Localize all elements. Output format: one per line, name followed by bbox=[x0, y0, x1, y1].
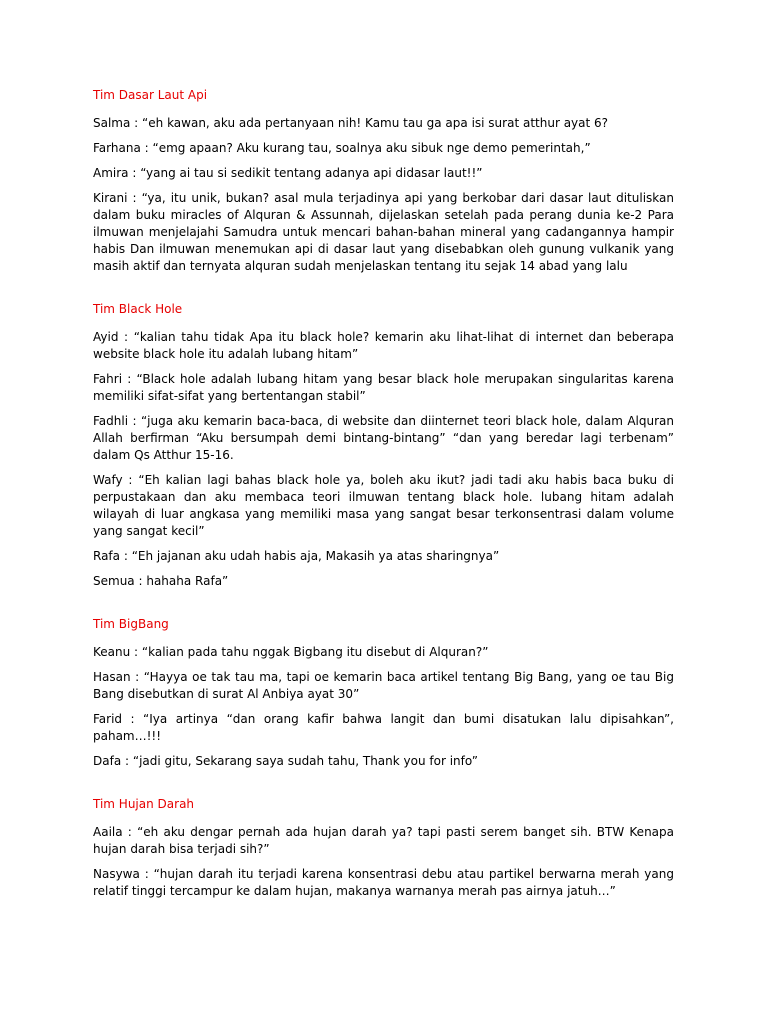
dialogue-text: “ya, itu unik, bukan? asal mula terjadinya api yang berkobar dari dasar laut dituliskan dalam buku miracles of Alquran & Assunnah, dijelaskan setelah pada perang dunia ke-2 Para ilmuwan menjelajahi Samudra untuk mencari bahan-bahan mineral yang cadangannya hampir habis Dan ilmuwan menemukan api di dasar laut yang disebabkan oleh gunung vulkanik yang masih aktif dan ternyata alquran sudah menjelaskan tentang itu sejak 14 abad yang lalu bbox=[93, 191, 674, 273]
dialogue-line bbox=[93, 824, 674, 858]
section-title: Tim Dasar Laut Api bbox=[93, 88, 208, 102]
speaker-name: Amira : bbox=[93, 166, 137, 180]
dialogue-line bbox=[93, 329, 674, 363]
speaker-name: Salma : bbox=[93, 116, 139, 130]
dialogue-line bbox=[93, 165, 674, 182]
dialogue-line bbox=[93, 413, 674, 464]
dialogue-text: “emg apaan? Aku kurang tau, soalnya aku sibuk nge demo pemerintah,” bbox=[152, 141, 591, 155]
dialogue-text: “jadi gitu, Sekarang saya sudah tahu, Thank you for info” bbox=[132, 754, 478, 768]
speaker-name: Wafy : bbox=[93, 473, 133, 487]
dialogue-text: “kalian pada tahu nggak Bigbang itu disebut di Alquran?” bbox=[141, 645, 489, 659]
dialogue-line bbox=[93, 644, 674, 661]
dialogue-line bbox=[93, 753, 674, 770]
dialogue-line bbox=[93, 115, 674, 132]
dialogue-text: “yang ai tau si sedikit tentang adanya api didasar laut!!” bbox=[140, 166, 483, 180]
dialogue-line bbox=[93, 548, 674, 565]
speaker-name: Keanu : bbox=[93, 645, 139, 659]
dialogue-line bbox=[93, 866, 674, 900]
speaker-name: Dafa : bbox=[93, 754, 130, 768]
dialogue-line bbox=[93, 573, 674, 590]
dialogue-text: “Iya artinya “dan orang kafir bahwa langit dan bumi disatukan lalu dipisahkan”, paham…!!! bbox=[93, 712, 674, 743]
section-title: Tim BigBang bbox=[93, 617, 169, 631]
dialogue-line bbox=[93, 140, 674, 157]
speaker-name: Aaila : bbox=[93, 825, 132, 839]
dialogue-line bbox=[93, 711, 674, 745]
speaker-name: Hasan : bbox=[93, 670, 140, 684]
dialogue-text: hahaha Rafa” bbox=[146, 574, 229, 588]
section-black-hole bbox=[93, 301, 674, 590]
speaker-name: Kirani : bbox=[93, 191, 137, 205]
section-hujan-darah bbox=[93, 796, 674, 900]
speaker-name: Rafa : bbox=[93, 549, 128, 563]
section-title: Tim Black Hole bbox=[93, 302, 183, 316]
dialogue-line bbox=[93, 472, 674, 540]
dialogue-text: “juga aku kemarin baca-baca, di website dan diinternet teori black hole, dalam Alquran Allah berfirman “Aku bersumpah demi bintang-bintang” “dan yang beredar lagi terbenam” dalam Qs Atthur 15-16. bbox=[93, 414, 674, 462]
speaker-name: Semua : bbox=[93, 574, 143, 588]
speaker-name: Fadhli : bbox=[93, 414, 137, 428]
speaker-name: Farhana : bbox=[93, 141, 149, 155]
dialogue-text: “hujan darah itu terjadi karena konsentrasi debu atau partikel berwarna merah yang relatif tinggi tercampur ke dalam hujan, makanya warnanya merah pas airnya jatuh…” bbox=[93, 867, 674, 898]
speaker-name: Nasywa : bbox=[93, 867, 149, 881]
dialogue-text: “kalian tahu tidak Apa itu black hole? kemarin aku lihat-lihat di internet dan beberapa website black hole itu adalah lubang hitam” bbox=[93, 330, 674, 361]
dialogue-text: “eh aku dengar pernah ada hujan darah ya? tapi pasti serem banget sih. BTW Kenapa hujan darah bisa terjadi sih?” bbox=[93, 825, 674, 856]
dialogue-text: “Eh kalian lagi bahas black hole ya, boleh aku ikut? jadi tadi aku habis baca buku di perpustakaan dan aku membaca teori ilmuwan tentang black hole. lubang hitam adalah wilayah di luar angkasa yang memiliki masa yang sangat besar terkonsentrasi dalam volume yang sangat kecil” bbox=[93, 473, 674, 538]
dialogue-line bbox=[93, 669, 674, 703]
speaker-name: Fahri : bbox=[93, 372, 132, 386]
section-dasar-laut-api bbox=[93, 87, 674, 275]
section-bigbang bbox=[93, 616, 674, 770]
dialogue-text: “Black hole adalah lubang hitam yang besar black hole merupakan singularitas karena memiliki sifat-sifat yang bertentangan stabil” bbox=[93, 372, 674, 403]
dialogue-text: “eh kawan, aku ada pertanyaan nih! Kamu tau ga apa isi surat atthur ayat 6? bbox=[142, 116, 609, 130]
dialogue-line bbox=[93, 190, 674, 275]
speaker-name: Ayid : bbox=[93, 330, 129, 344]
dialogue-text: “Hayya oe tak tau ma, tapi oe kemarin baca artikel tentang Big Bang, yang oe tau Big Bang disebutkan di surat Al Anbiya ayat 30” bbox=[93, 670, 674, 701]
dialogue-line bbox=[93, 371, 674, 405]
section-title: Tim Hujan Darah bbox=[93, 797, 195, 811]
speaker-name: Farid : bbox=[93, 712, 135, 726]
dialogue-text: “Eh jajanan aku udah habis aja, Makasih ya atas sharingnya” bbox=[131, 549, 500, 563]
